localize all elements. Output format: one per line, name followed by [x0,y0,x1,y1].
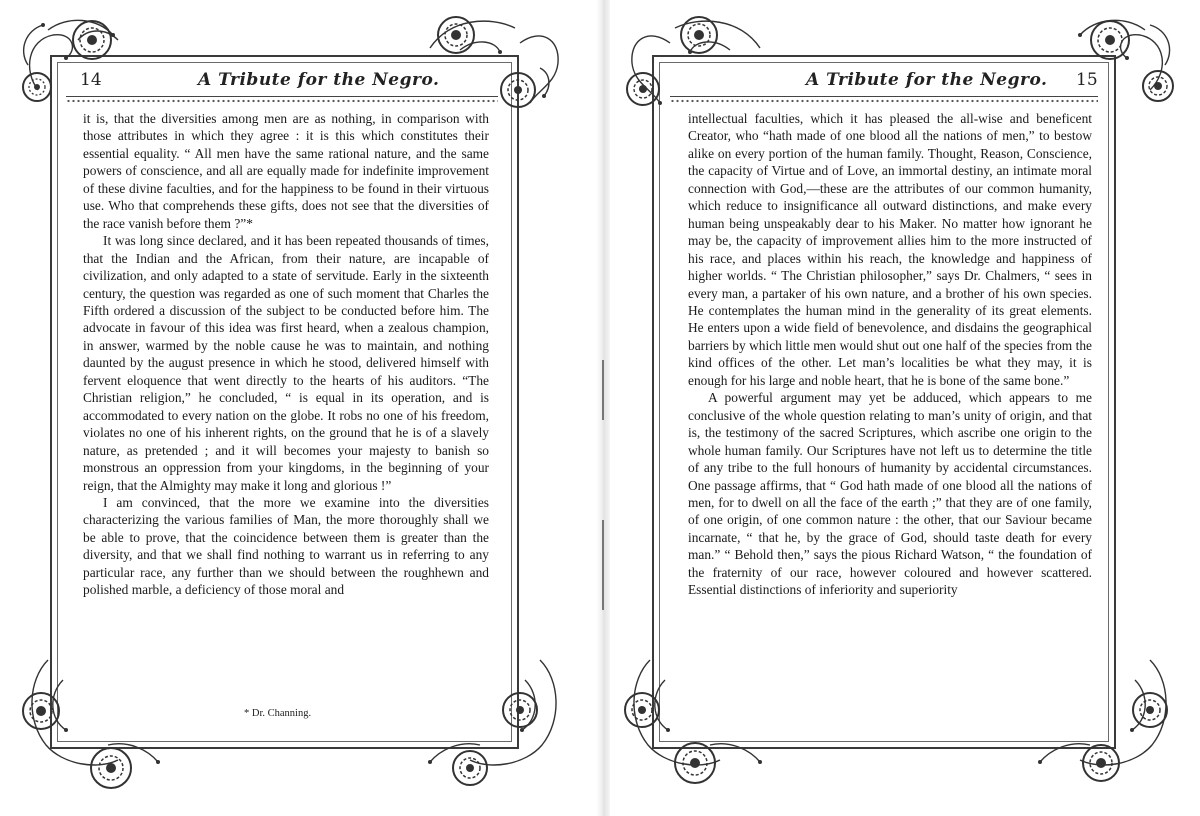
gutter-mark [602,520,604,610]
rosette-ornament [500,690,540,730]
page-number: 15 [1076,70,1098,90]
paragraph: I am convinced, that the more we examine into the diversities characterizing the various families of Man, the more thoroughly shall we be able to prove, that the coincidence between them is greater than the diversity, and that we shall find nothing to warrant us in referring to any particular race, any further than we should between the roughhewn and polished marble, a deficiency of those moral and [83,494,489,598]
rosette-ornament [70,18,114,62]
rosette-ornament [1130,690,1170,730]
rosette-ornament [1088,18,1132,62]
rosette-ornament [450,748,490,788]
footnote: * Dr. Channing. [244,708,312,719]
rosette-ornament [1080,742,1122,784]
rosette-ornament [624,70,662,108]
right-page [610,0,1200,816]
paragraph: it is, that the diversities among men are as nothing, in comparison with those attributes in which they agree : it is this which constitutes their essential equality. “ All men have the same rational nature, and the same powers of conscience, and all are equally made for indefinite improvement of these divine faculties, and for the happiness to be found in their virtuous use. Who that comprehends these gifts, does not see that the diversities of the race vanish before them ?”* [83,111,489,231]
gutter-mark [602,360,604,420]
rosette-ornament [498,70,538,110]
rosette-ornament [20,690,62,732]
rosette-ornament [672,740,718,786]
header-rule [66,96,498,102]
corner-ornament [420,650,570,780]
paragraph: intellectual faculties, which it has pleased the all-wise and beneficent Creator, who “hath made of one blood all the nations of men,” to bestow alike on every portion of the human family. Thought, Reason, Conscience, the capacity of Virtue and of Love, an immortal destiny, an intimate moral connection with God,—these are the attributes of our common humanity, which reduce to insignificance all outward distinctions, and make every human being unspeakably dear to his Maker. No matter how ignorant he may be, the capacity of improvement allies him to the more instructed of his race, and places within his reach, the knowledge and happiness of higher worlds. “ The Christian philosopher,” says Dr. Chalmers, “ sees in every man, a partaker of his own nature, and a brother of his own species. He contemplates the human mind in the generality of its great elements. He enters upon a wide field of benevolence, and disdains the geographical barriers by which little men would shut out one half of the species from the kind offices of the other. Let man’s localities be what they may, it is enough for his large and noble heart, that he is bone of the same bone.” [688,111,1092,388]
running-head: A Tribute for the Negro. [198,70,440,90]
rosette-ornament [435,14,477,56]
left-page [0,0,596,816]
rosette-ornament [1140,68,1176,104]
paragraph: It was long since declared, and it has been repeated thousands of times, that the Indian and the African, from their nature, are incapable of civilization, and only adapted to a state of servitude. Early in the sixteenth century, the question was regarded as one of such moment that Charles the Fifth ordered a discussion of the subject to be conducted before him. The advocate in favour of this idea was first heard, when a zealous champion, in answer, warmed by the noble cause he was to maintain, and nothing daunted by the august presence in which he stood, delivered himself with fervent eloquence that went directly to the hearts of his auditors. “The Christian religion,” he concluded, “ is equal in its operation, and is accommodated to every nation on the globe. It robs no one of his freedom, violates no one of his inherent rights, on the ground that he is of a slavely nature, as pretended ; and it will becomes your majesty to banish so monstrous an oppression from your kingdoms, in the beginning of your reign, that the Almighty may make it long and glorious !” [83,233,489,493]
paragraph: A powerful argument may yet be adduced, which appears to me conclusive of the whole question relating to man’s unity of origin, and that is, the testimony of the sacred Scriptures, which ascribe one origin to the whole human family. Our Scriptures have not left us to determine the title of any tribe to the full honours of humanity by accidental circumstances. One passage affirms, that “ God hath made of one blood all the nations of men, for to dwell on all the face of the earth ;” that they are of one family, of one origin, of one common nature : the other, that our Saviour became incarnate, “ that he, by the grace of God, should taste death for every man.” “ Behold then,” says the pious Richard Watson, “ the foundation of the fraternity of our race, however coloured and however scattered. Essential distinctions of inferiority and superiority [688,390,1092,598]
body-text [83,110,489,599]
header-rule [670,96,1098,102]
body-text [688,110,1092,599]
rosette-ornament [622,690,662,730]
rosette-ornament [20,70,54,104]
rosette-ornament [88,745,134,791]
rosette-ornament [678,14,720,56]
page-number: 14 [80,70,102,90]
running-head: A Tribute for the Negro. [806,70,1048,90]
